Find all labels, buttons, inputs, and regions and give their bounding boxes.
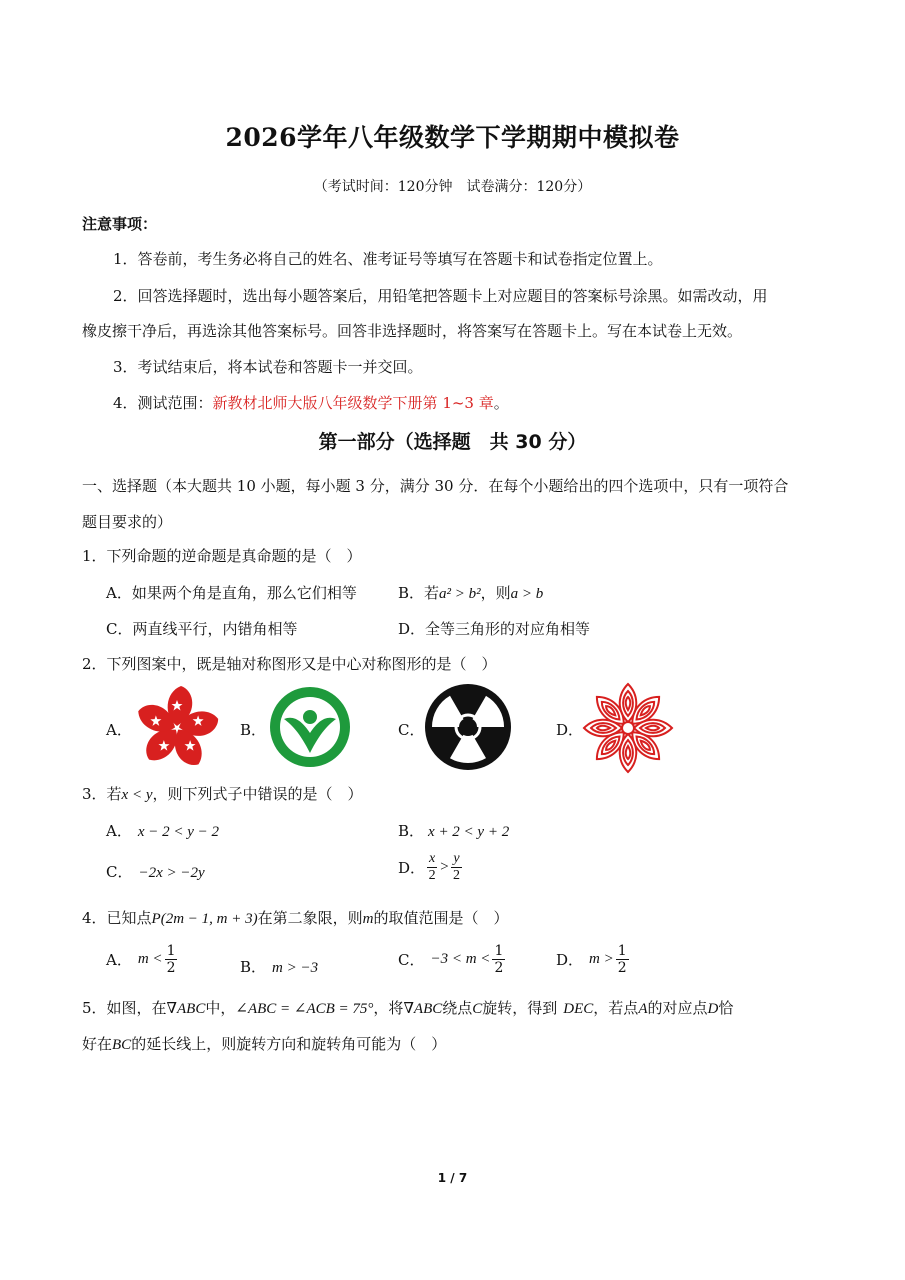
q4-option-d-den: 2 [617, 960, 627, 976]
q4-option-c-num: 1 [494, 943, 504, 959]
q4-option-c-frac [492, 944, 505, 975]
q3-stem-prefix: 3．若 [82, 785, 122, 803]
q1-option-b [398, 582, 543, 603]
notice-item-1: 1．答卷前，考生务必将自己的姓名、准考证号等填写在答题卡和试卷指定位置上。 [113, 250, 663, 268]
q3-option-b-expr: x + 2 < y + 2 [428, 824, 510, 840]
q5-point-a: A [638, 1001, 648, 1017]
q3-option-a [106, 820, 219, 841]
q3-option-d-num1: x [429, 851, 436, 866]
q5-text-5: 旋转，得到 [482, 999, 558, 1017]
q2-stem: 2．下列图案中，既是轴对称图形又是中心对称图形的是（ ） [82, 655, 497, 673]
q3-option-d-frac2 [451, 852, 461, 883]
q4-option-c-den: 2 [494, 960, 504, 976]
q4-option-b [240, 956, 318, 977]
q1-option-b-expr2: a > b [510, 586, 544, 602]
q5-text-2: 中， [205, 999, 236, 1017]
q4-option-a-num: 1 [166, 943, 176, 959]
q5-triangle-abc-2: ∇ABC [403, 1001, 443, 1017]
q5-text-3: ，将 [373, 999, 404, 1017]
q4-option-b-label: B． [240, 958, 267, 976]
q3-option-c-label: C． [106, 863, 133, 881]
q4-option-c-expr: −3 < m < [430, 951, 491, 967]
q4-option-a-label: A． [106, 951, 132, 969]
q3-option-b-label: B． [398, 822, 425, 840]
q5-text-6: ，若点 [593, 999, 639, 1017]
notice-item-2-line-1: 2．回答选择题时，选出每小题答案后，用铅笔把答题卡上对应题目的答案标号涂黑。如需改动，用 [113, 287, 768, 305]
q5-text-9: 好在 [82, 1035, 113, 1053]
q5-segment-bc: BC [112, 1037, 132, 1053]
q1-option-d: D．全等三角形的对应角相等 [398, 620, 591, 638]
q4-option-a-frac [165, 944, 178, 975]
q3-option-c-expr: −2x > −2y [138, 865, 205, 881]
q3-option-a-expr: x − 2 < y − 2 [137, 824, 220, 840]
green-food-logo-figure [268, 685, 352, 773]
q5-text-7: 的对应点 [647, 999, 708, 1017]
q5-line-1 [82, 997, 733, 1018]
q2-option-b-label: B． [240, 721, 267, 739]
q5-triangle-abc: ∇ABC [166, 1001, 206, 1017]
q1-option-c: C．两直线平行，内错角相等 [106, 620, 298, 638]
q4-point-expr: P(2m − 1, m + 3) [151, 911, 258, 927]
section-title: 第一部分（选择题 共 30 分） [318, 431, 587, 453]
q4-stem [82, 907, 508, 928]
test-scope: 新教材北师大版八年级数学下册第 1~3 章 [212, 394, 494, 412]
q2-option-c-label: C． [398, 721, 425, 739]
q3-stem-suffix: ，则下列式子中错误的是（ ） [152, 785, 363, 803]
q5-angle-expr: ∠ABC = ∠ACB = 75° [235, 1001, 374, 1017]
q5-text-10: 的延长线上，则旋转方向和旋转角可能为（ ） [131, 1035, 447, 1053]
q4-stem-mid: 在第二象限，则 [257, 909, 363, 927]
section-intro-line-2: 题目要求的） [82, 513, 173, 531]
q3-option-b [398, 820, 509, 841]
bauhinia-flower-figure [132, 683, 222, 775]
q4-option-a [106, 944, 179, 975]
q1-option-b-expr1: a² > b² [439, 586, 481, 602]
q4-option-c-label: C． [398, 951, 425, 969]
q3-option-d-num2: y [453, 851, 460, 866]
section-intro-line-1: 一、选择题（本大题共 10 小题，每小题 3 分，满分 30 分．在每个小题给出的四个选项中，只有一项符合 [82, 477, 789, 495]
q4-option-d [556, 944, 631, 975]
q3-option-d-den2: 2 [452, 868, 460, 883]
q1-option-b-prefix: B．若 [398, 584, 440, 602]
q4-option-a-expr: m < [137, 951, 163, 967]
exam-subtitle: （考试时间：120分钟 试卷满分：120分） [313, 179, 592, 195]
q1-option-b-mid: ，则 [480, 584, 511, 602]
q3-option-d-op: > [439, 859, 450, 875]
page-number: 1 / 7 [437, 1171, 468, 1185]
q1-stem: 1．下列命题的逆命题是真命题的是（ ） [82, 547, 362, 565]
q3-option-d-frac1 [427, 852, 437, 883]
q5-text-1: 5．如图，在 [82, 999, 167, 1017]
q3-stem-expr: x < y [121, 787, 153, 803]
q1-option-a: A．如果两个角是直角，那么它们相等 [106, 584, 357, 602]
q5-line-2 [82, 1033, 446, 1054]
q5-triangle-dec: DEC [563, 1001, 594, 1017]
q4-stem-suffix: 的取值范围是（ ） [373, 909, 509, 927]
notice-item-2-line-2: 橡皮擦干净后，再选涂其他答案标号。回答非选择题时，将答案写在答题卡上。写在本试卷上无效。 [82, 322, 743, 340]
q5-text-4: 绕点 [442, 999, 473, 1017]
q3-option-d-label: D． [398, 859, 426, 877]
q4-option-d-num: 1 [617, 943, 627, 959]
q4-option-d-frac [616, 944, 629, 975]
notice-item-4-prefix: 4．测试范围： [113, 394, 213, 412]
q4-option-c [398, 944, 507, 975]
q2-option-a-label: A． [106, 721, 132, 739]
q4-stem-prefix: 4．已知点 [82, 909, 152, 927]
notice-heading: 注意事项： [82, 215, 158, 233]
q4-stem-var: m [362, 911, 374, 927]
q3-stem [82, 783, 363, 804]
radiation-symbol-figure [424, 683, 512, 775]
notice-item-3: 3．考试结束后，将本试卷和答题卡一并交回。 [113, 358, 423, 376]
red-flower-pattern-figure [582, 682, 674, 778]
q4-option-d-label: D． [556, 951, 584, 969]
q3-option-a-label: A． [106, 822, 132, 840]
q4-option-a-den: 2 [166, 960, 176, 976]
q5-point-c: C [472, 1001, 483, 1017]
q4-option-d-expr: m > [589, 951, 614, 967]
q3-option-c [106, 861, 205, 882]
notice-item-4 [113, 392, 509, 413]
q5-text-8: 恰 [718, 999, 734, 1017]
q3-option-d-den1: 2 [428, 868, 436, 883]
q4-option-b-expr: m > −3 [272, 960, 319, 976]
q2-option-d-label: D． [556, 721, 584, 739]
page-title: 2026学年八年级数学下学期期中模拟卷 [225, 123, 680, 152]
q5-point-d: D [707, 1001, 719, 1017]
q3-option-d [398, 852, 464, 883]
notice-item-4-suffix: 。 [493, 394, 509, 412]
